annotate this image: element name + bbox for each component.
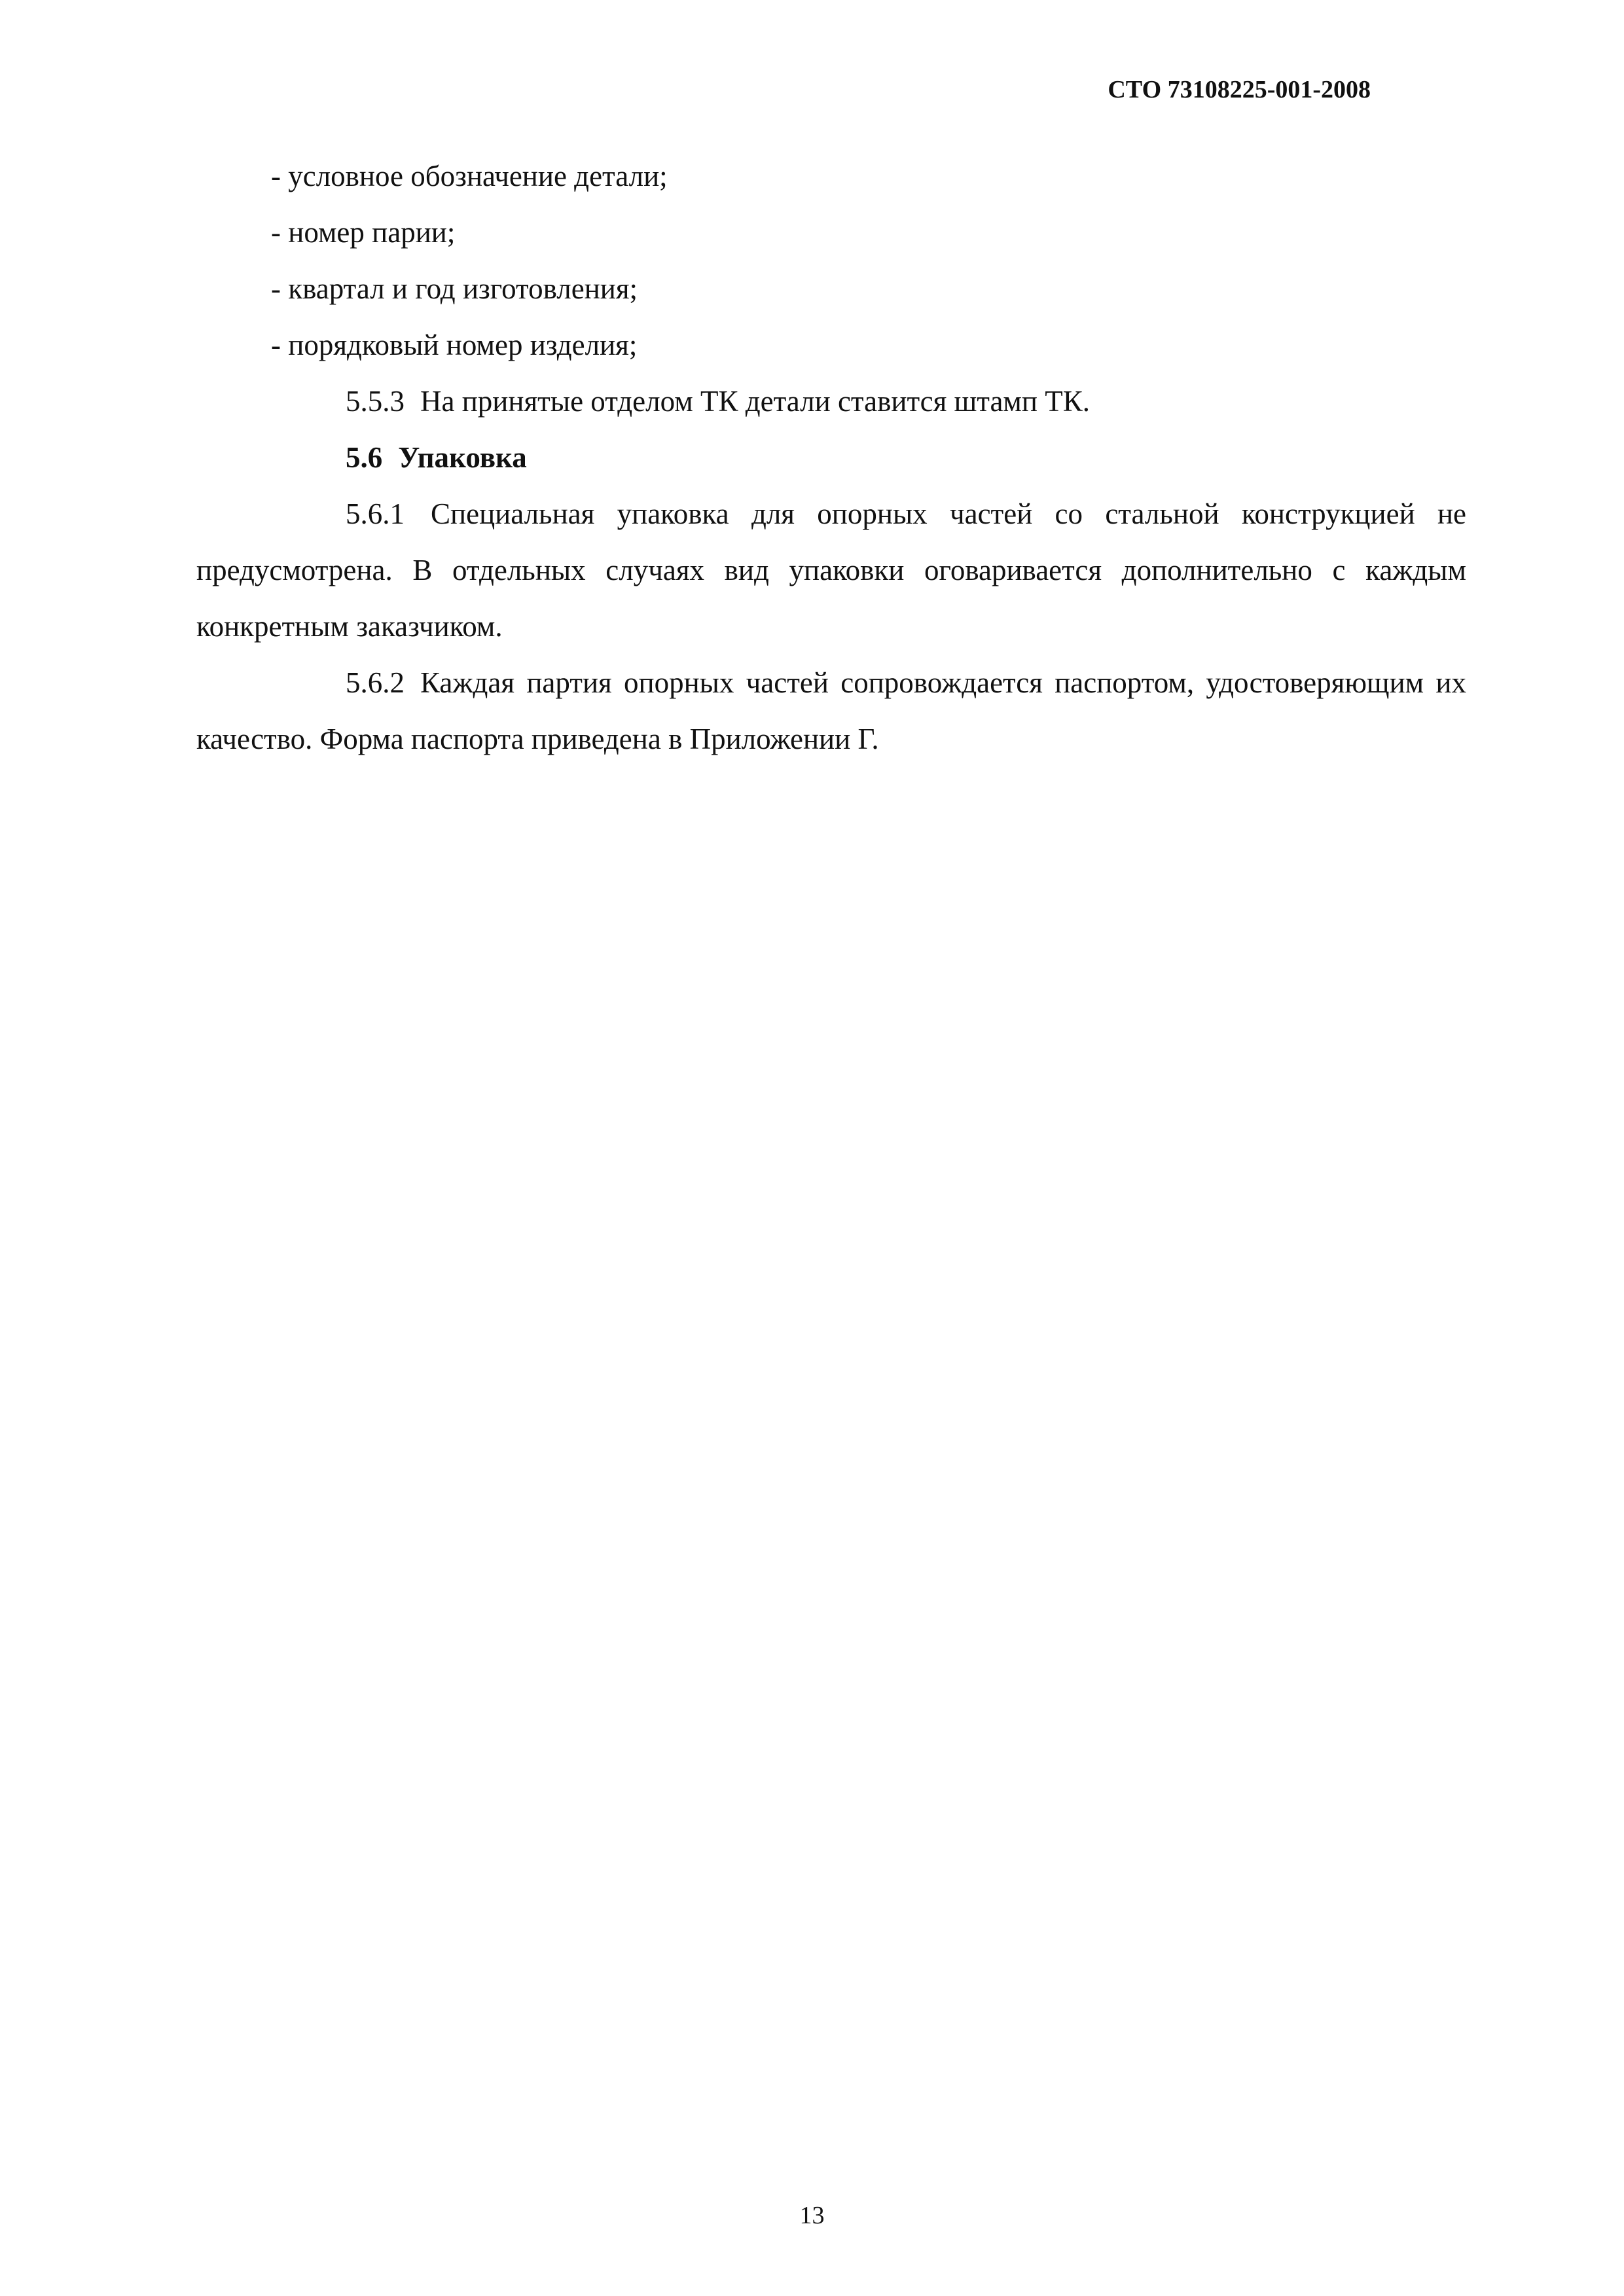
section-title: Упаковка	[398, 441, 527, 474]
document-body	[196, 148, 1466, 767]
clause-5-6-1	[196, 486, 1466, 655]
list-item: - порядковый номер изделия;	[271, 329, 638, 361]
section-number: 5.6	[346, 441, 383, 474]
clause-number: 5.6.2	[346, 666, 405, 699]
list-item: - номер парии;	[271, 216, 456, 249]
clause-text: Каждая партия опорных частей сопровождается паспортом, удостоверяющим их качество. Форма паспорта приведена в Приложении Г.	[196, 666, 1466, 755]
document-code: СТО 73108225-001-2008	[1108, 76, 1371, 103]
clause-text: Специальная упаковка для опорных частей со стальной конструкцией не предусмотрена. В отдельных случаях вид упаковки оговаривается дополнительно с каждым конкретным заказчиком.	[196, 497, 1466, 643]
clause-number: 5.5.3	[346, 385, 405, 418]
clause-number: 5.6.1	[346, 497, 405, 530]
page-number: 13	[799, 2202, 825, 2229]
clause-text: На принятые отделом ТК детали ставится штамп ТК.	[420, 385, 1090, 418]
list-item: - квартал и год изготовления;	[271, 272, 638, 305]
clause-5-5-3	[196, 373, 1466, 429]
section-heading	[196, 429, 1466, 486]
clause-5-6-2	[196, 655, 1466, 767]
list-item: - условное обозначение детали;	[271, 160, 668, 192]
